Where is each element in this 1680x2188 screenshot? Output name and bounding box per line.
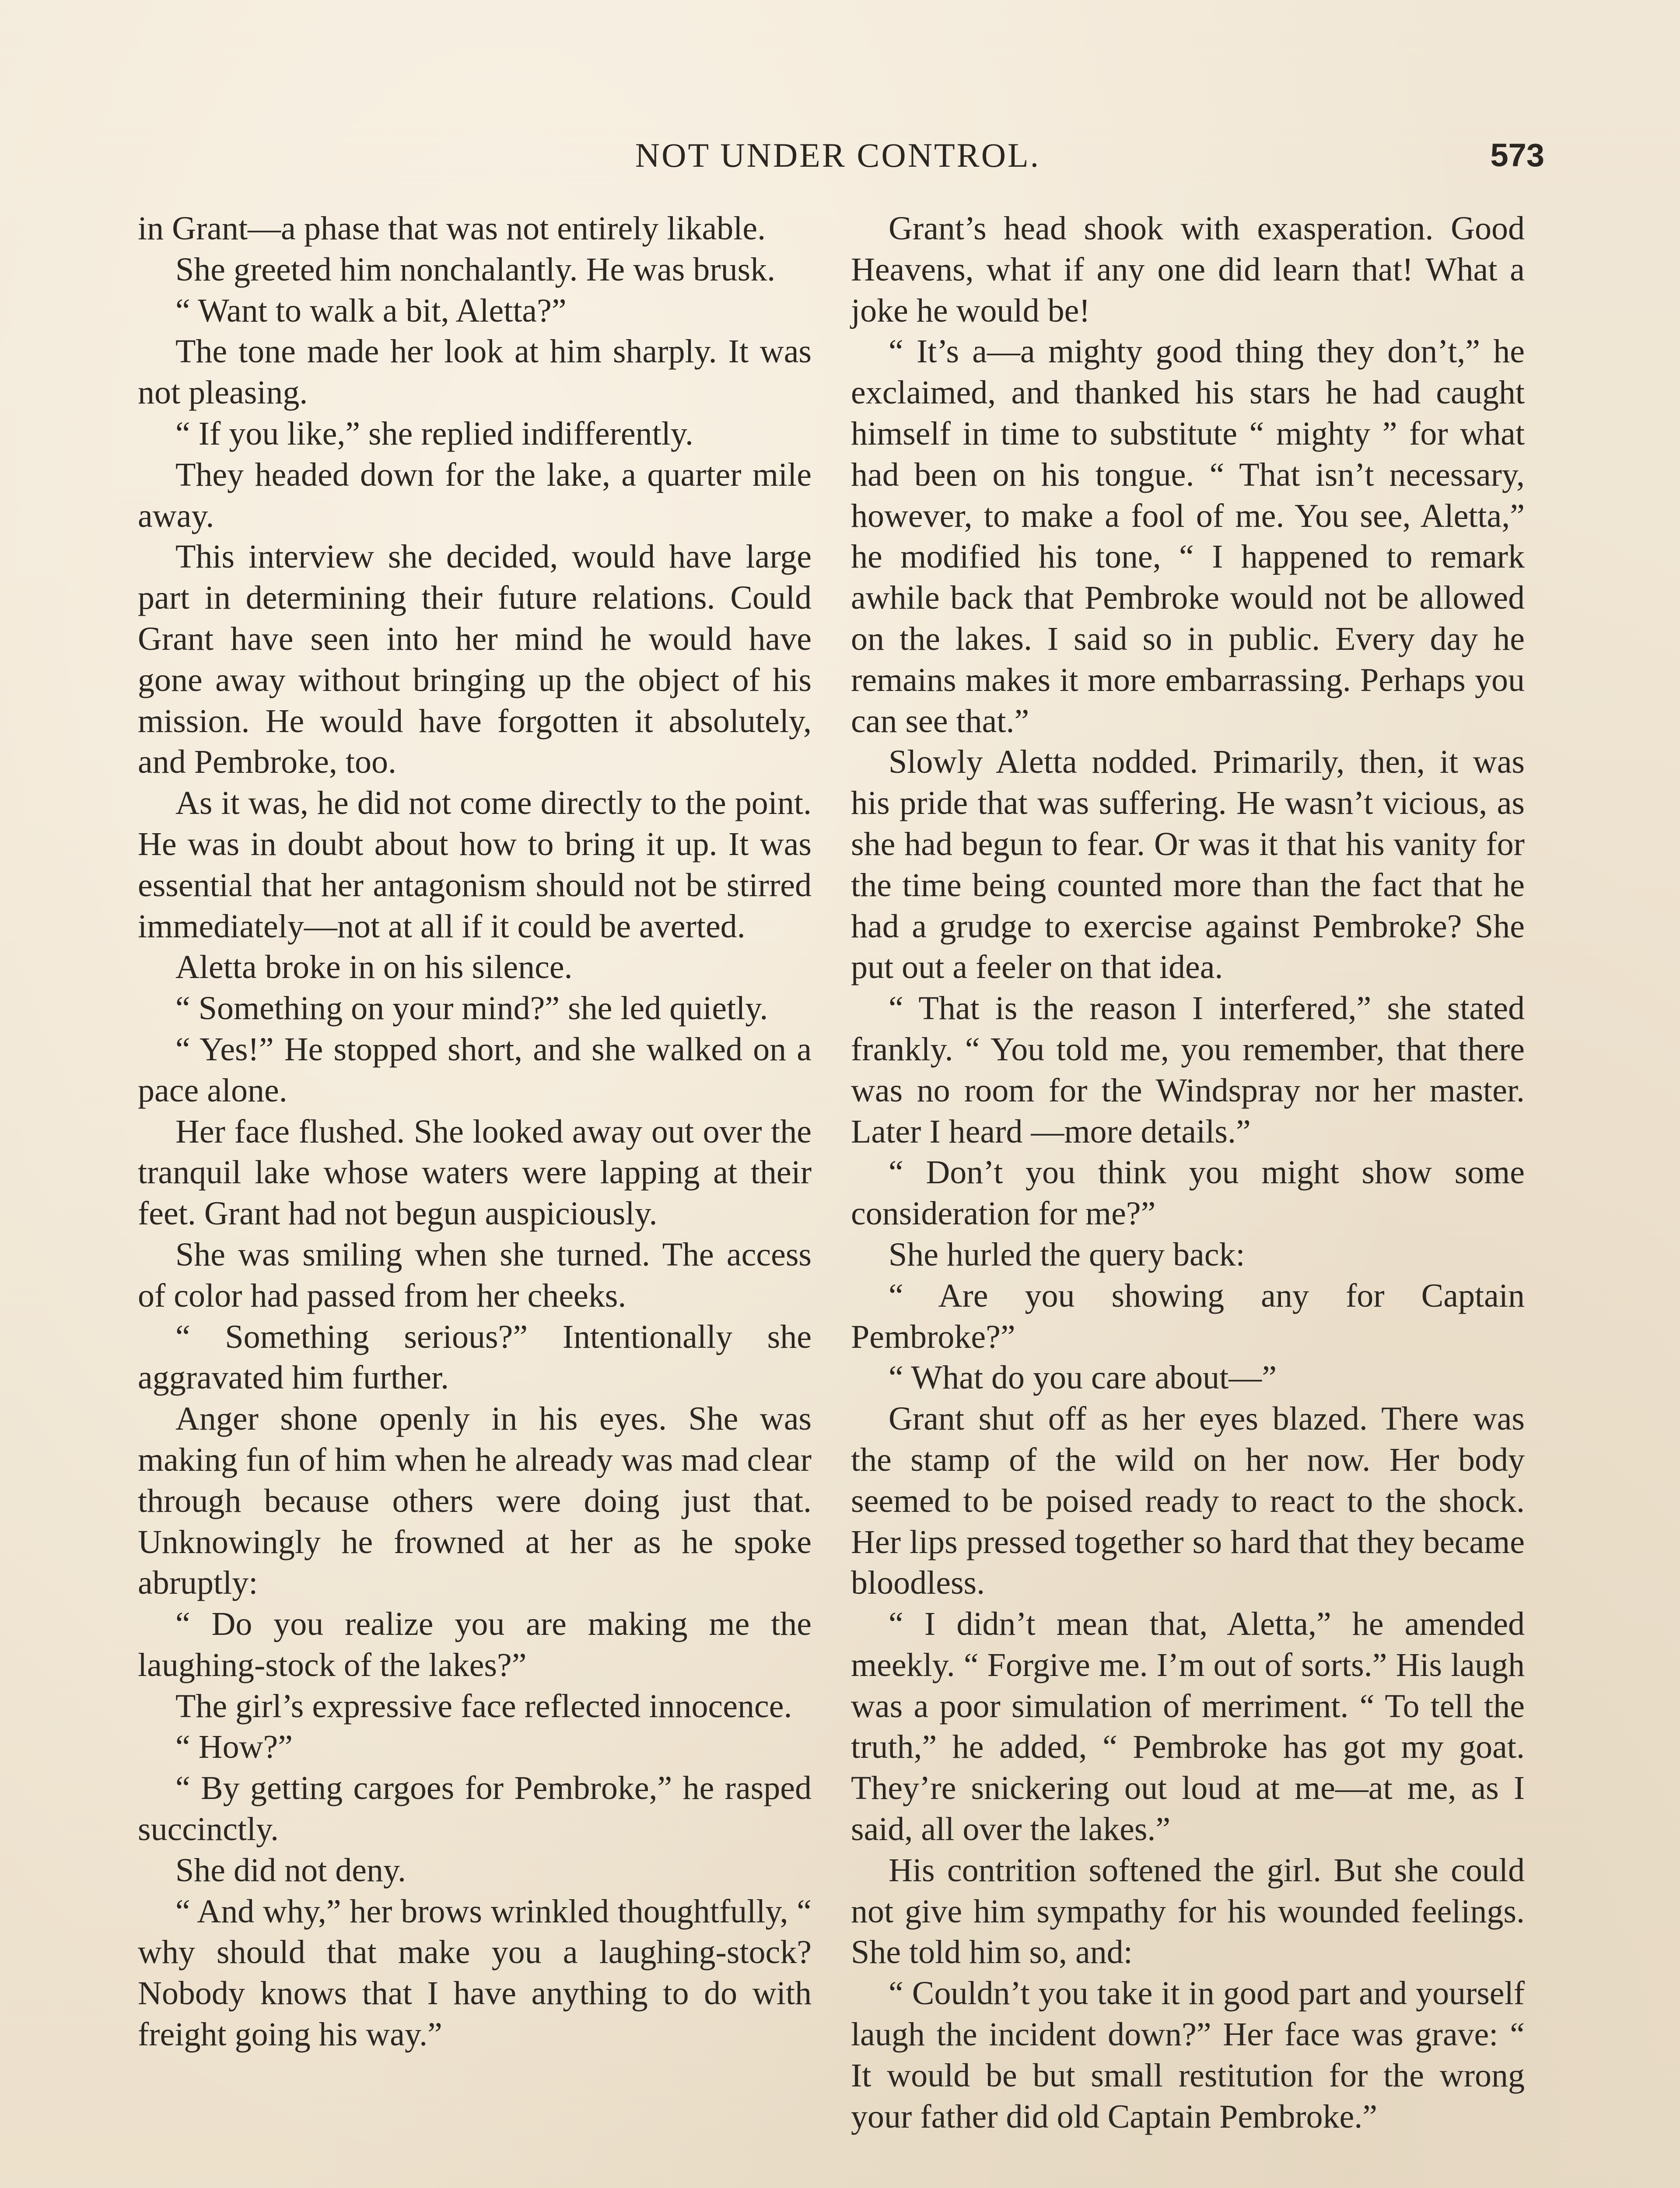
- paragraph: The girl’s expressive face reflected innocence.: [175, 1687, 792, 1725]
- paragraph: Her face flushed. She looked away out over the tranquil lake whose waters were lapping at their feet. Grant had not begun auspiciously.: [138, 1113, 812, 1232]
- paragraph: “ Something on your mind?” she led quietly.: [175, 990, 768, 1027]
- paragraph: in Grant—a phase that was not entirely likable.: [138, 210, 766, 247]
- paragraph: “ Yes!” He stopped short, and she walked on a pace alone.: [138, 1031, 812, 1109]
- paragraph: His contrition softened the girl. But she could not give him sympathy for his wounded feelings. She told him so, and:: [851, 1851, 1525, 1971]
- paragraph: They headed down for the lake, a quarter mile away.: [138, 456, 812, 534]
- page-title: NOT UNDER CONTROL.: [635, 136, 1041, 174]
- paragraph: She did not deny.: [175, 1851, 406, 1889]
- paragraph: She was smiling when she turned. The access of color had passed from her cheeks.: [138, 1236, 812, 1314]
- paragraph: She greeted him nonchalantly. He was brusk.: [175, 251, 776, 288]
- paragraph: The tone made her look at him sharply. It was not pleasing.: [138, 333, 812, 411]
- paragraph: “ How?”: [175, 1729, 293, 1766]
- paragraph: “ By getting cargoes for Pembroke,” he rasped succinctly.: [138, 1770, 812, 1848]
- page-number: 573: [1490, 137, 1544, 173]
- paragraph: “ And why,” her brows wrinkled thoughtfully, “ why should that make you a laughing-stock? Nobody knows that I have anything to do with freight going his way.”: [138, 1893, 812, 2053]
- paragraph: Anger shone openly in his eyes. She was making fun of him when he already was mad clear through because others were doing just that. Unknowingly he frowned at her as he spoke abruptly:: [138, 1400, 812, 1602]
- paragraph: She hurled the query back:: [889, 1236, 1245, 1273]
- paragraph: “ What do you care about—”: [889, 1359, 1277, 1396]
- paragraph: “ Don’t you think you might show some consideration for me?”: [851, 1154, 1525, 1232]
- right-column: [851, 208, 1525, 2137]
- paragraph: “ If you like,” she replied indifferently.: [175, 415, 693, 452]
- paragraph: “ Couldn’t you take it in good part and yourself laugh the incident down?” Her face was grave: “ It would be but small restitution for the wrong your father did old Captain Pembroke.”: [851, 1975, 1525, 2135]
- paragraph: “ Do you realize you are making me the laughing-stock of the lakes?”: [138, 1606, 812, 1683]
- paragraph: Slowly Aletta nodded. Primarily, then, it was his pride that was suffering. He wasn’t vicious, as she had begun to fear. Or was it that his vanity for the time being counted more than the fact that he had a grudge to exercise against Pembroke? She put out a feeler on that idea.: [851, 743, 1525, 986]
- paragraph: This interview she decided, would have large part in determining their future relations. Could Grant have seen into her mind he would have gone away without bringing up the object of his mission. He would have forgotten it absolutely, and Pembroke, too.: [138, 538, 812, 781]
- paragraph: As it was, he did not come directly to the point. He was in doubt about how to bring it up. It was essential that her antagonism should not be stirred immediately—not at all if it could be averted.: [138, 785, 812, 945]
- paragraph: “ Want to walk a bit, Aletta?”: [175, 292, 567, 329]
- left-column: [138, 208, 812, 2055]
- paragraph: “ That is the reason I interfered,” she stated frankly. “ You told me, you remember, that there was no room for the Windspray nor her master. Later I heard —more details.”: [851, 990, 1525, 1150]
- paragraph: Grant shut off as her eyes blazed. There was the stamp of the wild on her now. Her body seemed to be poised ready to react to the shock. Her lips pressed together so hard that they became bloodless.: [851, 1400, 1525, 1602]
- paragraph: Grant’s head shook with exasperation. Good Heavens, what if any one did learn that! What a joke he would be!: [851, 210, 1525, 329]
- paragraph: “ I didn’t mean that, Aletta,” he amended meekly. “ Forgive me. I’m out of sorts.” His laugh was a poor simulation of merriment. “ To tell the truth,” he added, “ Pembroke has got my goat. They’re snickering out loud at me—at me, as I said, all over the lakes.”: [851, 1606, 1525, 1848]
- running-head: [131, 131, 1544, 179]
- paragraph: “ Are you showing any for Captain Pembroke?”: [851, 1277, 1525, 1355]
- paragraph: “ It’s a—a mighty good thing they don’t,” he exclaimed, and thanked his stars he had caught himself in time to substitute “ mighty ” for what had been on his tongue. “ That isn’t necessary, however, to make a fool of me. You see, Aletta,” he modified his tone, “ I happened to remark awhile back that Pembroke would not be allowed on the lakes. I said so in public. Every day he remains makes it more embarrassing. Perhaps you can see that.”: [851, 333, 1525, 740]
- paragraph: “ Something serious?” Intentionally she aggravated him further.: [138, 1318, 812, 1396]
- paragraph: Aletta broke in on his silence.: [175, 949, 573, 986]
